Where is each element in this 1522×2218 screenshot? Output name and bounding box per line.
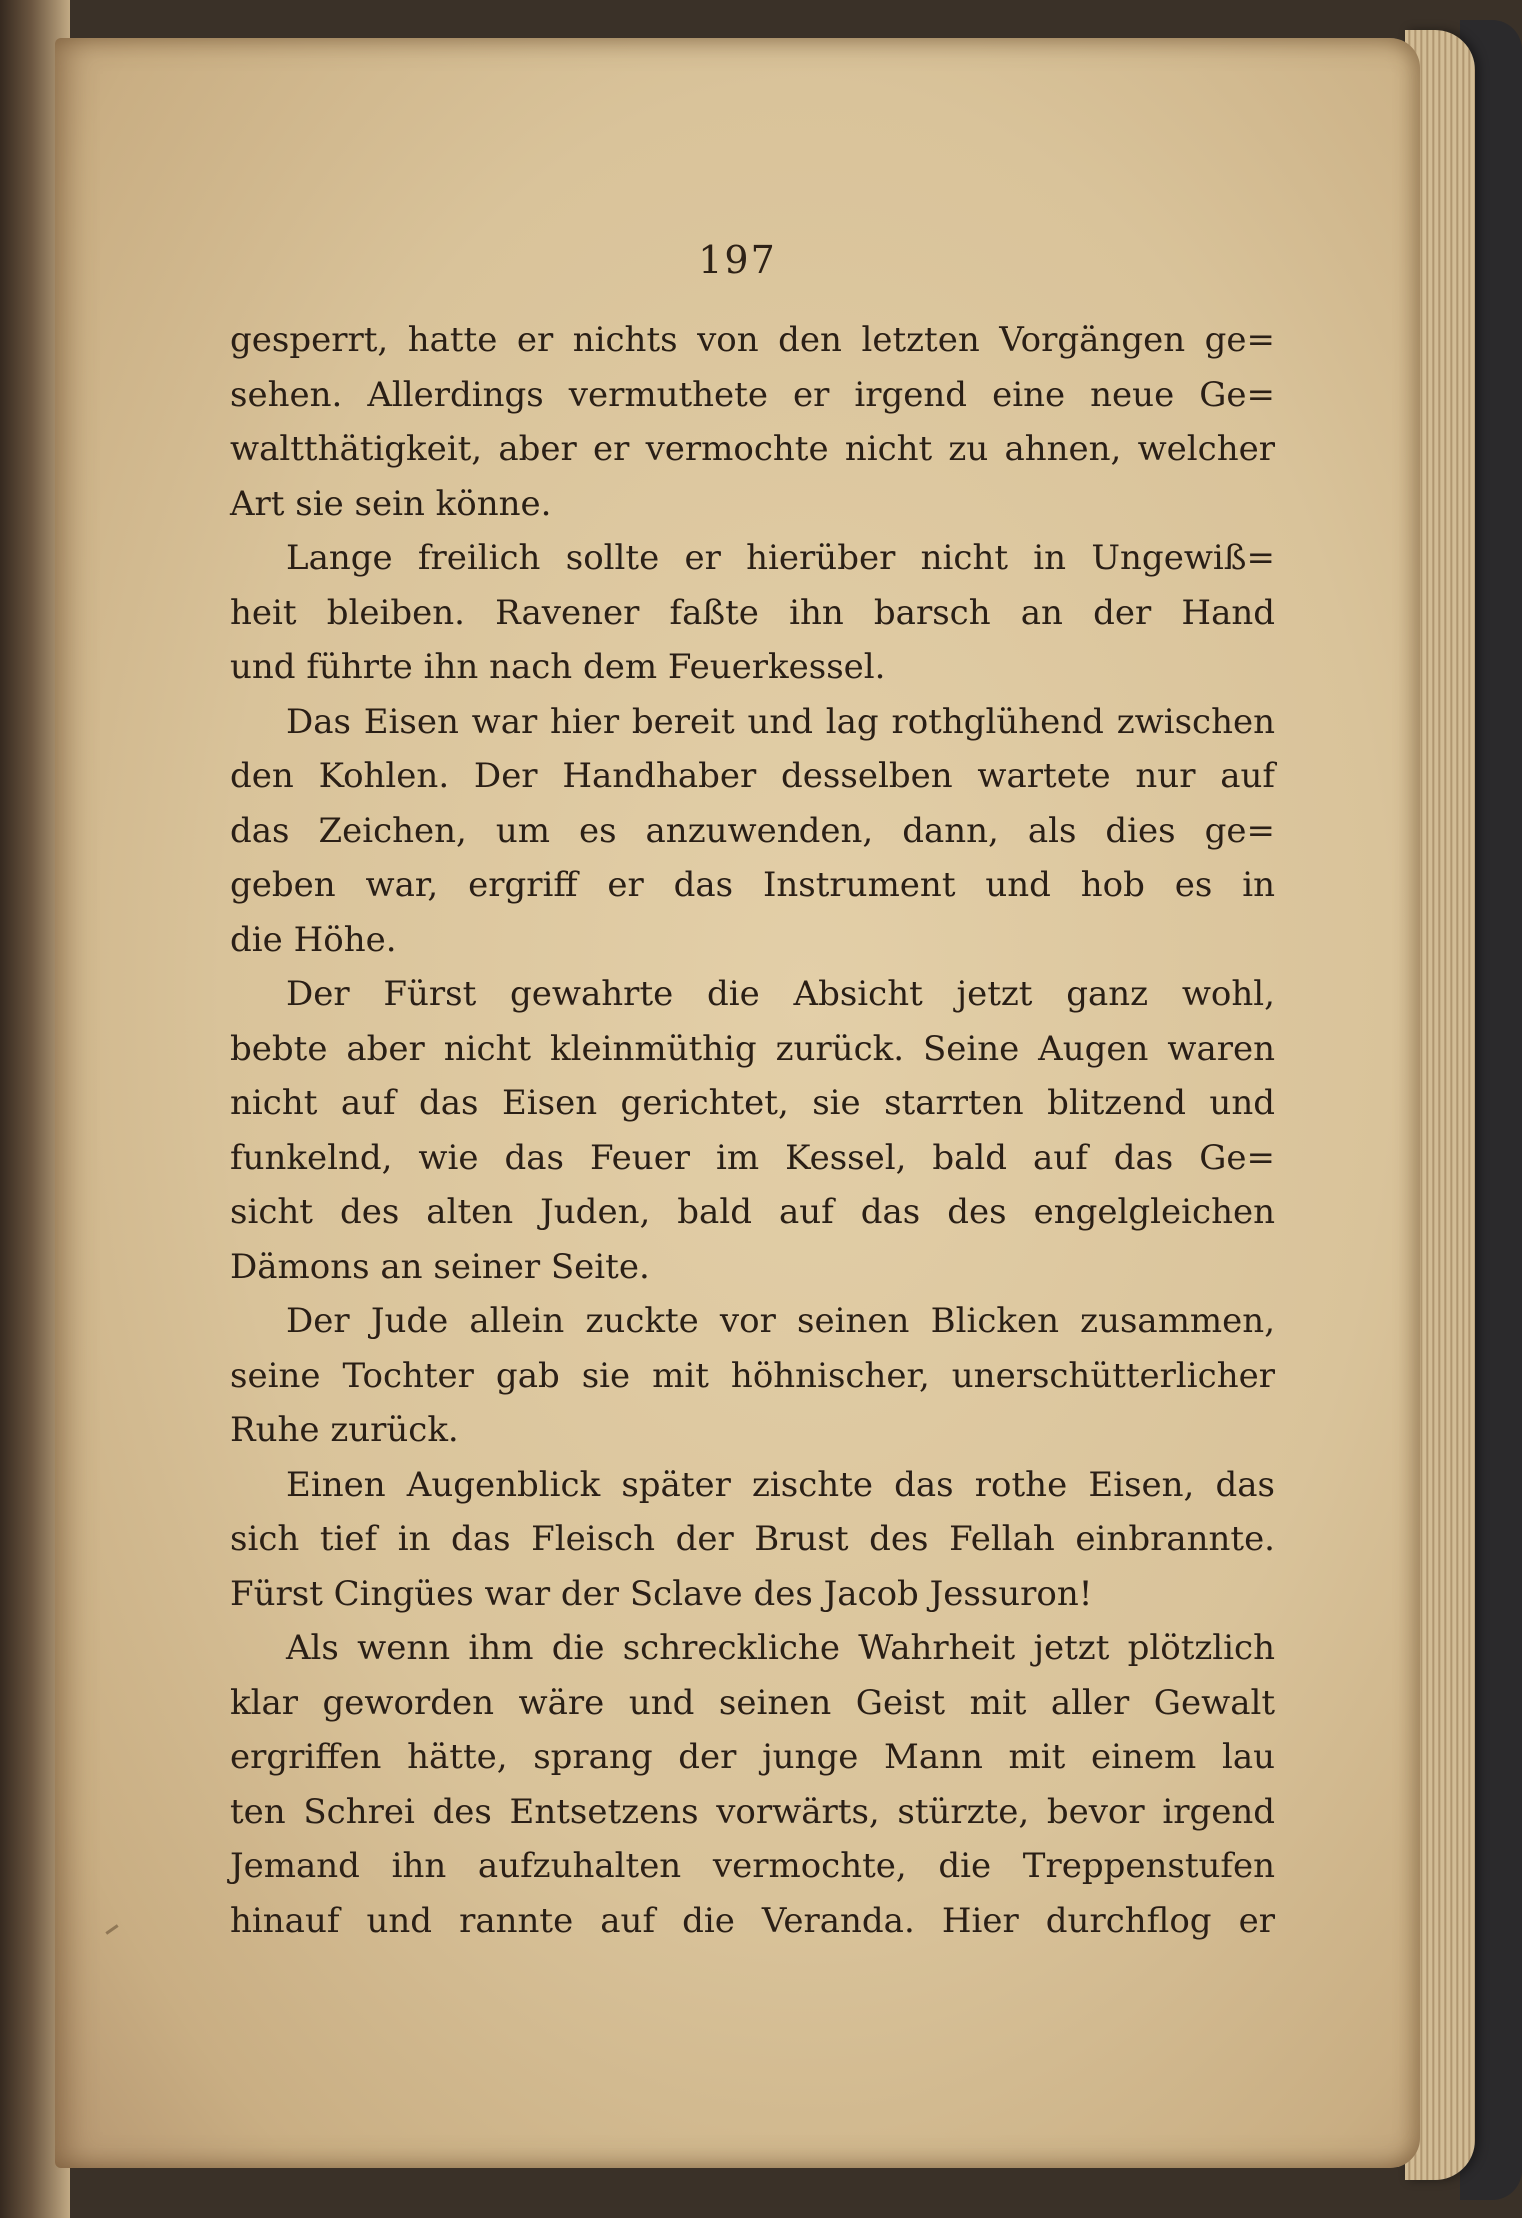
text-line: hinauf und rannte auf die Veranda. Hier durchflog er <box>230 1900 1275 1941</box>
text-line: Fürst Cingües war der Sclave des Jacob Jessuron! <box>230 1573 1093 1614</box>
text-line: sehen. Allerdings vermuthete er irgend eine neue Ge= <box>230 374 1275 415</box>
text-line: Als wenn ihm die schreckliche Wahrheit jetzt plötzlich <box>286 1628 1275 1668</box>
text-line: die Höhe. <box>230 919 397 960</box>
text-line: Einen Augenblick später zischte das rothe Eisen, das <box>286 1464 1275 1505</box>
text-line: klar geworden wäre und seinen Geist mit aller Gewalt <box>230 1682 1275 1723</box>
paper-mark <box>105 1924 118 1934</box>
text-line: Dämons an seiner Seite. <box>230 1246 650 1287</box>
text-line: Das Eisen war hier bereit und lag rothglühend zwischen <box>286 701 1275 742</box>
text-line: funkelnd, wie das Feuer im Kessel, bald auf das Ge= <box>230 1137 1275 1178</box>
text-line: Art sie sein könne. <box>230 483 552 524</box>
text-line: Ruhe zurück. <box>230 1410 459 1450</box>
text-line: seine Tochter gab sie mit höhnischer, unerschütterlicher <box>230 1355 1275 1396</box>
text-line: sich tief in das Fleisch der Brust des Fellah einbrannte. <box>230 1519 1275 1559</box>
text-line: ergriffen hätte, sprang der junge Mann mit einem lau <box>230 1737 1275 1777</box>
text-line: Jemand ihn aufzuhalten vermochte, die Treppenstufen <box>230 1846 1275 1886</box>
text-line: und führte ihn nach dem Feuerkessel. <box>230 647 886 687</box>
text-line: ten Schrei des Entsetzens vorwärts, stürzte, bevor irgend <box>230 1791 1275 1832</box>
text-line: heit bleiben. Ravener faßte ihn barsch an der Hand <box>230 592 1275 633</box>
text-line: das Zeichen, um es anzuwenden, dann, als dies ge= <box>230 810 1275 851</box>
text-line: gesperrt, hatte er nichts von den letzten Vorgängen ge= <box>230 320 1275 360</box>
text-line: geben war, ergriff er das Instrument und hob es in <box>230 865 1275 905</box>
text-line: waltthätigkeit, aber er vermochte nicht zu ahnen, welcher <box>230 429 1275 469</box>
text-line: sicht des alten Juden, bald auf das des engelgleichen <box>230 1192 1275 1232</box>
text-line: bebte aber nicht kleinmüthig zurück. Seine Augen waren <box>230 1028 1275 1069</box>
text-line: nicht auf das Eisen gerichtet, sie starrten blitzend und <box>230 1083 1275 1123</box>
page-number: 197 <box>698 238 777 282</box>
text-line: Lange freilich sollte er hierüber nicht in Ungewiß= <box>286 538 1275 578</box>
text-line: den Kohlen. Der Handhaber desselben wartete nur auf <box>230 756 1275 796</box>
text-line: Der Fürst gewahrte die Absicht jetzt ganz wohl, <box>286 974 1275 1014</box>
body-text <box>230 313 1275 1948</box>
text-line: Der Jude allein zuckte vor seinen Blicken zusammen, <box>286 1301 1275 1341</box>
book-page <box>55 38 1420 2168</box>
